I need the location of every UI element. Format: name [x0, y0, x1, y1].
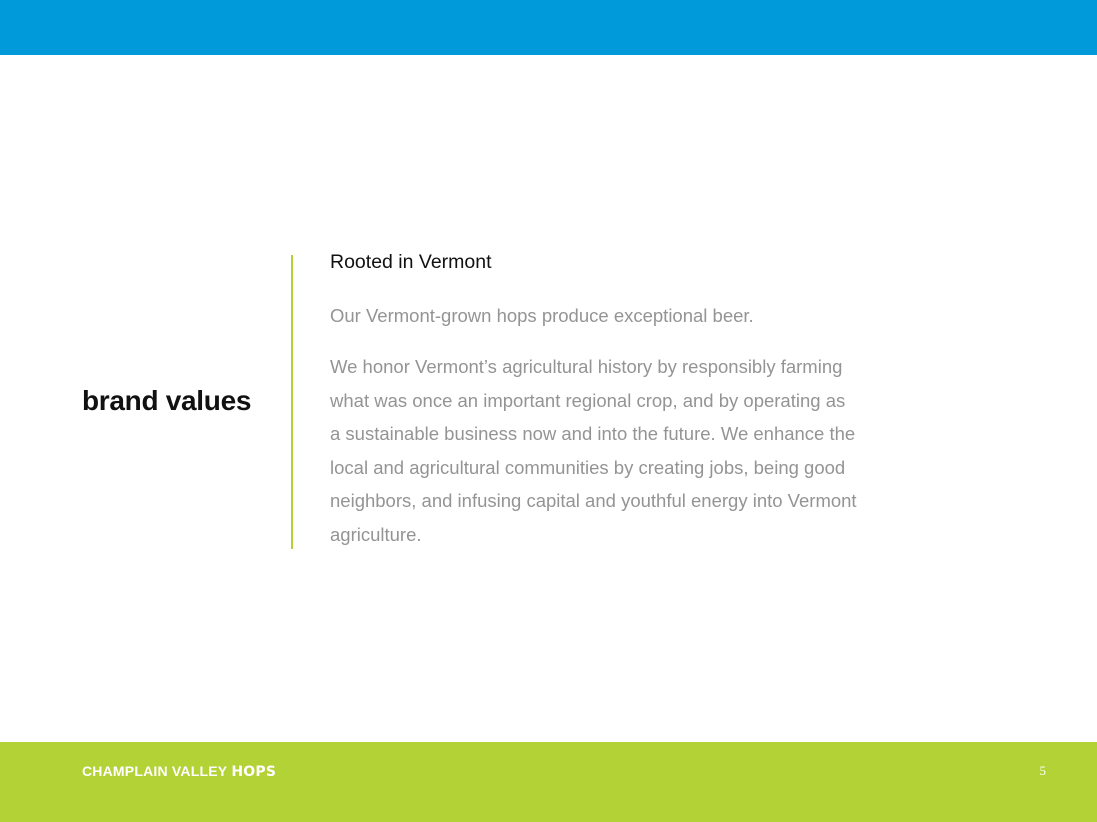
vertical-divider	[291, 255, 293, 549]
brand-name-emphasis: HOPS	[231, 764, 277, 780]
body-line: a sustainable business now and into the future. We enhance the	[330, 423, 856, 445]
page-number: 5	[1039, 763, 1046, 778]
brand-name: CHAMPLAIN VALLEY	[82, 763, 228, 779]
top-header-bar	[0, 0, 1097, 55]
body-line: We honor Vermont’s agricultural history by responsibly farming	[330, 356, 843, 377]
body-line: neighbors, and infusing capital and youthful energy into Vermont	[330, 490, 857, 512]
intro-text: Our Vermont-grown hops produce exceptional beer.	[330, 305, 754, 326]
brand-logo	[82, 762, 276, 781]
body-paragraph	[330, 350, 1010, 552]
content-block	[330, 249, 1010, 552]
content-heading: Rooted in Vermont	[330, 251, 492, 273]
body-line: agriculture.	[330, 523, 422, 545]
body-line: what was once an important regional crop, and by operating as	[330, 389, 846, 411]
body-line: local and agricultural communities by creating jobs, being good	[330, 456, 846, 478]
footer-bar	[0, 742, 1097, 822]
section-title: brand values	[82, 385, 252, 416]
